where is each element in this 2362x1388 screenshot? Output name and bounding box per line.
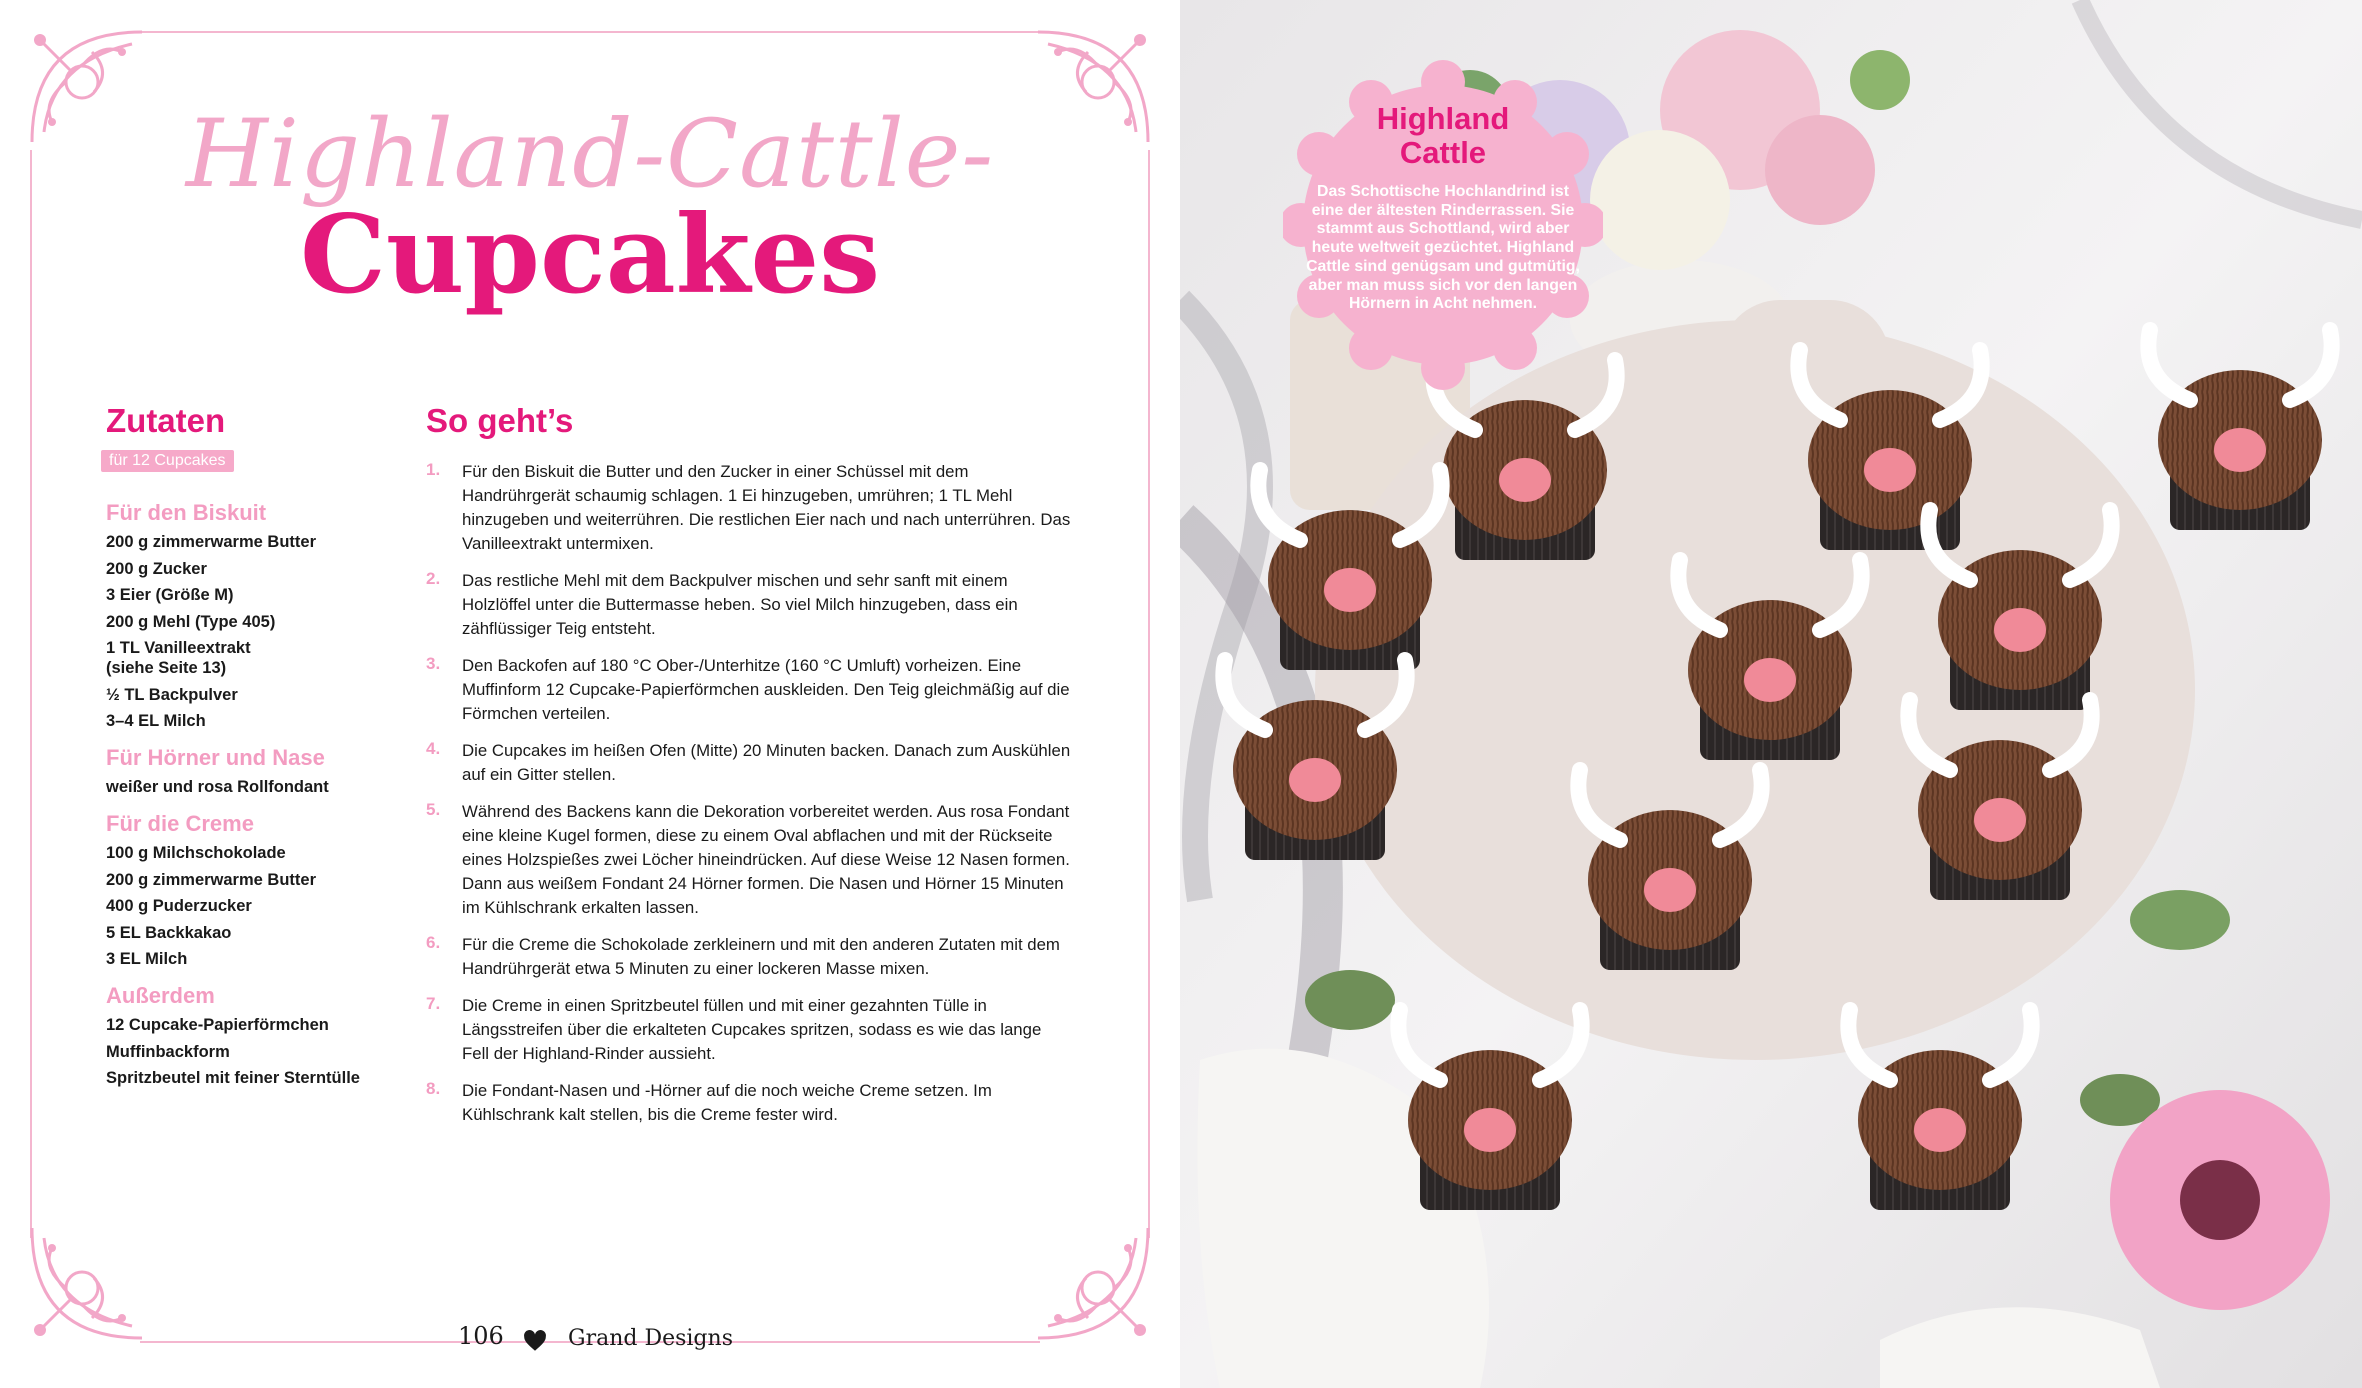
recipe-page [0,0,1180,1388]
ingredient-item: 3 EL Milch [106,950,188,968]
step-text: Die Cupcakes im heißen Ofen (Mitte) 20 Minuten backen. Danach zum Auskühlen auf ein Gitter stellen. [462,741,1071,784]
badge-title: Highland Cattle [1376,101,1510,170]
step-number: 7. [426,994,441,1013]
frame-bottom-line-right [720,1341,1040,1343]
recipe-title: Cupcakes [299,192,881,318]
ingredient-group-title: Für den Biskuit [106,500,267,525]
method-step [426,654,1071,726]
ingredient-item: 200 g Mehl (Type 405) [106,612,276,631]
step-text: Das restliche Mehl mit dem Backpulver mischen und sehr sanft mit einem Holzlöffel unter die Buttermasse heben. So viel Milch hinzugeben, dass ein zähflüssiger Teig entsteht. [462,571,1018,638]
ingredient-item: 400 g Puderzucker [106,897,252,915]
ingredient-item: 200 g zimmerwarme Butter [106,533,316,551]
heart-icon [522,1328,548,1354]
step-text: Für die Creme die Schokolade zerkleinern und mit den anderen Zutaten mit dem Handrührgerät etwa 5 Minuten zu einer lockeren Masse mixen. [462,935,1060,978]
ingredient-group [106,500,406,731]
ingredient-item: 12 Cupcake-Papierförmchen [106,1016,329,1034]
ornament-corner-icon [1028,1218,1158,1348]
ingredient-item: Muffinbackform [106,1042,230,1061]
ingredient-group [106,811,406,969]
ingredient-item: 1 TL Vanilleextrakt (siehe Seite 13) [106,639,251,677]
method-step [426,933,1071,981]
ingredient-group-title: Außerdem [106,983,215,1008]
serving-badge: für 12 Cupcakes [101,450,234,472]
frame-top-line [140,31,1040,33]
method-step [426,460,1071,556]
ingredient-group [106,983,406,1088]
ingredient-item: weißer und rosa Rollfondant [106,778,329,796]
step-text: Den Backofen auf 180 °C Ober-/Unterhitze (160 °C Umluft) vorheizen. Eine Muffinform 12 Cupcake-Papierförmchen auskleiden. Den Teig gleichmäßig auf die Förmchen verteilen. [462,656,1070,723]
step-number: 5. [426,800,441,819]
recipe-title-script: Highland-Cattle- [185,100,995,209]
method-heading: So geht’s [426,402,574,439]
ingredient-item: 3–4 EL Milch [106,712,206,730]
step-number: 2. [426,569,441,588]
step-number: 4. [426,739,441,758]
method-steps [426,460,1071,1140]
step-number: 8. [426,1079,441,1098]
ingredient-item: ½ TL Backpulver [106,685,238,704]
badge-text: Das Schottische Hochlandrind ist eine der ältesten Rinderrassen. Sie stammt aus Schottland, wird aber heute weltweit gezüchtet. Highland Cattle sind genügsam und gutmütig, aber man muss sich vor den langen Hörnern in Acht nehmen. [1306,183,1580,313]
ingredients-list [106,500,406,1102]
ingredient-item: 5 EL Backkakao [106,923,232,942]
ingredient-item: 3 Eier (Größe M) [106,586,234,604]
method-step [426,994,1071,1066]
step-text: Die Fondant-Nasen und -Hörner auf die noch weiche Creme setzen. Im Kühlschrank kalt stellen, bis die Creme fester wird. [462,1081,992,1124]
method-step [426,1079,1071,1127]
ornament-corner-icon [22,1218,152,1348]
ingredient-item: 100 g Milchschokolade [106,844,286,862]
ingredient-group [106,745,406,797]
book-title: Grand Designs [568,1326,733,1351]
ingredients-heading: Zutaten [106,402,226,439]
step-number: 1. [426,460,441,479]
ingredient-item: 200 g zimmerwarme Butter [106,870,316,889]
ingredient-group-title: Für die Creme [106,811,254,836]
ingredient-group-title: Für Hörner und Nase [106,745,325,770]
step-text: Die Creme in einen Spritzbeutel füllen und mit einer gezahnten Tülle in Längsstreifen über die erkalteten Cupcakes spritzen, sodass es wie das lange Fell der Highland-Rinder aussieht. [462,996,1042,1063]
method-step [426,800,1071,920]
method-step [426,739,1071,787]
step-text: Für den Biskuit die Butter und den Zucker in einer Schüssel mit dem Handrührgerät schaumig schlagen. 1 Ei hinzugeben, umrühren; 1 TL Mehl hinzugeben und weiterrühren. Die restlichen Eier nach und nach unterrühren. Das Vanilleextrakt untermixen. [462,462,1071,553]
ingredient-item: Spritzbeutel mit feiner Sterntülle [106,1069,360,1087]
method-step [426,569,1071,641]
step-number: 6. [426,933,441,952]
ingredient-item: 200 g Zucker [106,559,207,578]
step-number: 3. [426,654,441,673]
page-number: 106 [458,1322,504,1350]
step-text: Während des Backens kann die Dekoration vorbereitet werden. Aus rosa Fondant eine kleine Kugel formen, diese zu einem Oval abflachen und mit der Rückseite eines Holzspießes zwei Löcher hineindrücken. Auf diese Weise 12 Nasen formen. Dann aus weißem Fondant 24 Hörner formen. Die Nasen und Hörner 15 Minuten im Kühlschrank erkalten lassen. [462,802,1070,917]
